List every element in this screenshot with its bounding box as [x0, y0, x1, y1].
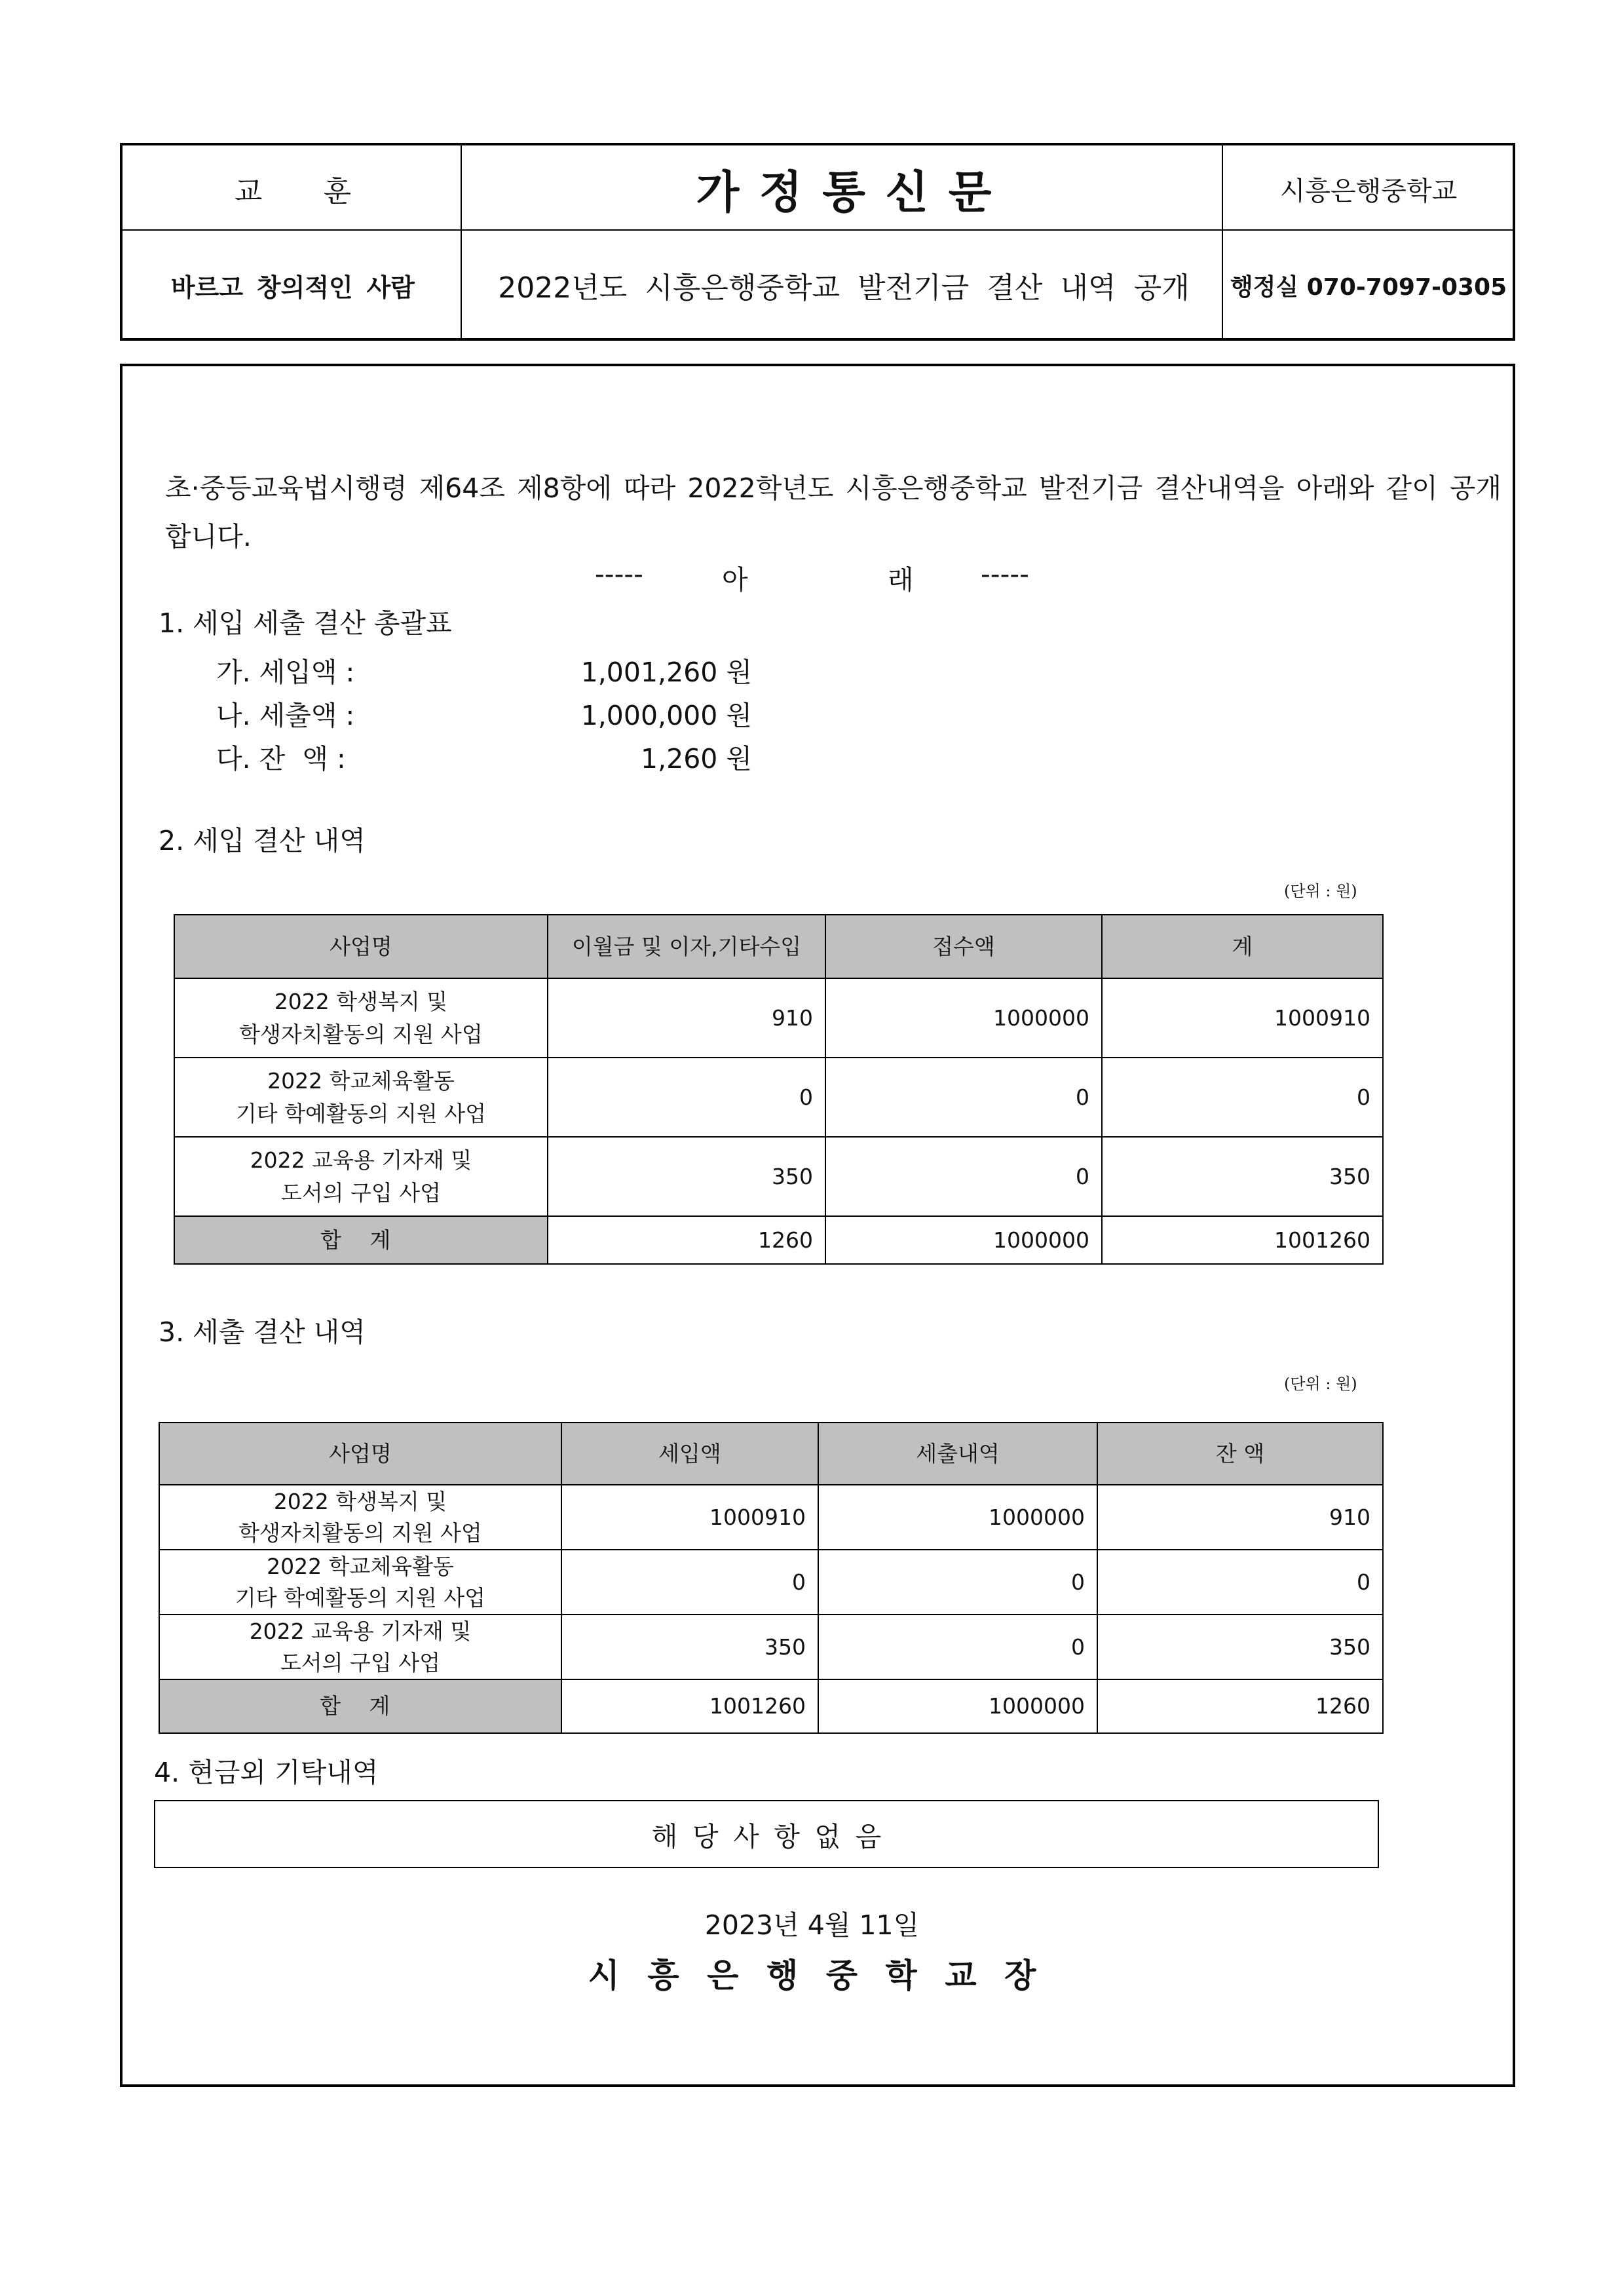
summary-value: 1,260 원: [640, 743, 752, 775]
school-motto: 바르고 창의적인 사람: [170, 273, 415, 302]
column-header: 접수액: [825, 915, 1102, 978]
total-cell: 1000000: [825, 1216, 1102, 1264]
amount-cell: 350: [548, 1137, 825, 1216]
column-header: 세입액: [561, 1423, 818, 1485]
amount-cell: 1000000: [825, 978, 1102, 1058]
total-label: 합 계: [174, 1216, 548, 1264]
table-row: [174, 1058, 1383, 1137]
table-row: [174, 978, 1383, 1058]
summary-label: 나. 세출액 :: [216, 700, 355, 731]
table-row: [174, 1137, 1383, 1216]
principal-signature: 시흥은행중학교장: [588, 1957, 1064, 1995]
project-name: 2022 학생복지 및 학생자치활동의 지원 사업: [174, 978, 548, 1058]
amount-cell: 0: [1102, 1058, 1383, 1137]
amount-cell: 0: [561, 1550, 818, 1615]
amount-cell: 350: [1102, 1137, 1383, 1216]
column-header: 사업명: [159, 1423, 561, 1485]
project-name: 2022 교육용 기자재 및 도서의 구입 사업: [159, 1615, 561, 1679]
no-items-box: 해당사항없음: [154, 1800, 1379, 1868]
table-header-row: [174, 915, 1383, 978]
issue-date: 2023년 4월 11일: [704, 1909, 920, 1941]
table-header-row: [159, 1423, 1383, 1485]
amount-cell: 1000910: [561, 1485, 818, 1550]
column-header: 잔 액: [1097, 1423, 1383, 1485]
document-subtitle: 2022년도 시흥은행중학교 발전기금 결산 내역 공개: [498, 271, 1190, 305]
total-cell: 1260: [1097, 1679, 1383, 1733]
column-header: 이월금 및 이자,기타수입: [548, 915, 825, 978]
column-header: 세출내역: [818, 1423, 1097, 1485]
amount-cell: 0: [548, 1058, 825, 1137]
separator-right: -----: [981, 558, 1029, 590]
total-cell: 1001260: [1102, 1216, 1383, 1264]
unit-note: (단위 : 원): [1284, 882, 1357, 900]
total-cell: 1260: [548, 1216, 825, 1264]
separator-left: -----: [595, 558, 643, 590]
separator-word: 아: [722, 564, 748, 596]
project-name: 2022 교육용 기자재 및 도서의 구입 사업: [174, 1137, 548, 1216]
total-row: [174, 1216, 1383, 1264]
intro-paragraph: 초·중등교육법시행령 제64조 제8항에 따라 2022학년도 시흥은행중학교 발전기금 결산내역을 아래와 같이 공개합니다.: [165, 472, 1501, 552]
project-name: 2022 학교체육활동 기타 학예활동의 지원 사업: [159, 1550, 561, 1615]
section2-heading: 2. 세입 결산 내역: [159, 825, 366, 856]
summary-label: 가. 세입액 :: [216, 657, 355, 688]
section3-heading: 3. 세출 결산 내역: [159, 1316, 366, 1348]
total-cell: 1001260: [561, 1679, 818, 1733]
revenue-table: [174, 914, 1384, 1265]
table-row: [159, 1485, 1383, 1550]
project-name: 2022 학교체육활동 기타 학예활동의 지원 사업: [174, 1058, 548, 1137]
section4-heading: 4. 현금외 기탁내역: [154, 1757, 379, 1788]
summary-value: 1,001,260 원: [580, 657, 752, 688]
amount-cell: 910: [548, 978, 825, 1058]
document-title: 가정통신문: [696, 166, 1012, 219]
amount-cell: 0: [1097, 1550, 1383, 1615]
summary-label: 다. 잔 액 :: [216, 743, 346, 775]
column-header: 사업명: [174, 915, 548, 978]
table-row: [159, 1550, 1383, 1615]
total-row: [159, 1679, 1383, 1733]
school-name: 시흥은행중학교: [1279, 176, 1458, 206]
amount-cell: 350: [1097, 1615, 1383, 1679]
amount-cell: 350: [561, 1615, 818, 1679]
amount-cell: 0: [818, 1615, 1097, 1679]
separator-word: 래: [888, 564, 914, 596]
section1-heading: 1. 세입 세출 결산 총괄표: [159, 607, 452, 639]
motto-label: 교 훈: [234, 175, 377, 208]
expenditure-table: [159, 1422, 1384, 1734]
amount-cell: 910: [1097, 1485, 1383, 1550]
unit-note: (단위 : 원): [1284, 1375, 1357, 1393]
project-name: 2022 학생복지 및 학생자치활동의 지원 사업: [159, 1485, 561, 1550]
total-label: 합 계: [159, 1679, 561, 1733]
amount-cell: 1000000: [818, 1485, 1097, 1550]
table-row: [159, 1615, 1383, 1679]
summary-value: 1,000,000 원: [580, 700, 752, 731]
column-header: 계: [1102, 915, 1383, 978]
total-cell: 1000000: [818, 1679, 1097, 1733]
header-table: [120, 143, 1515, 341]
amount-cell: 1000910: [1102, 978, 1383, 1058]
amount-cell: 0: [825, 1058, 1102, 1137]
amount-cell: 0: [825, 1137, 1102, 1216]
amount-cell: 0: [818, 1550, 1097, 1615]
contact-info: 행정실 070-7097-0305: [1230, 273, 1507, 301]
